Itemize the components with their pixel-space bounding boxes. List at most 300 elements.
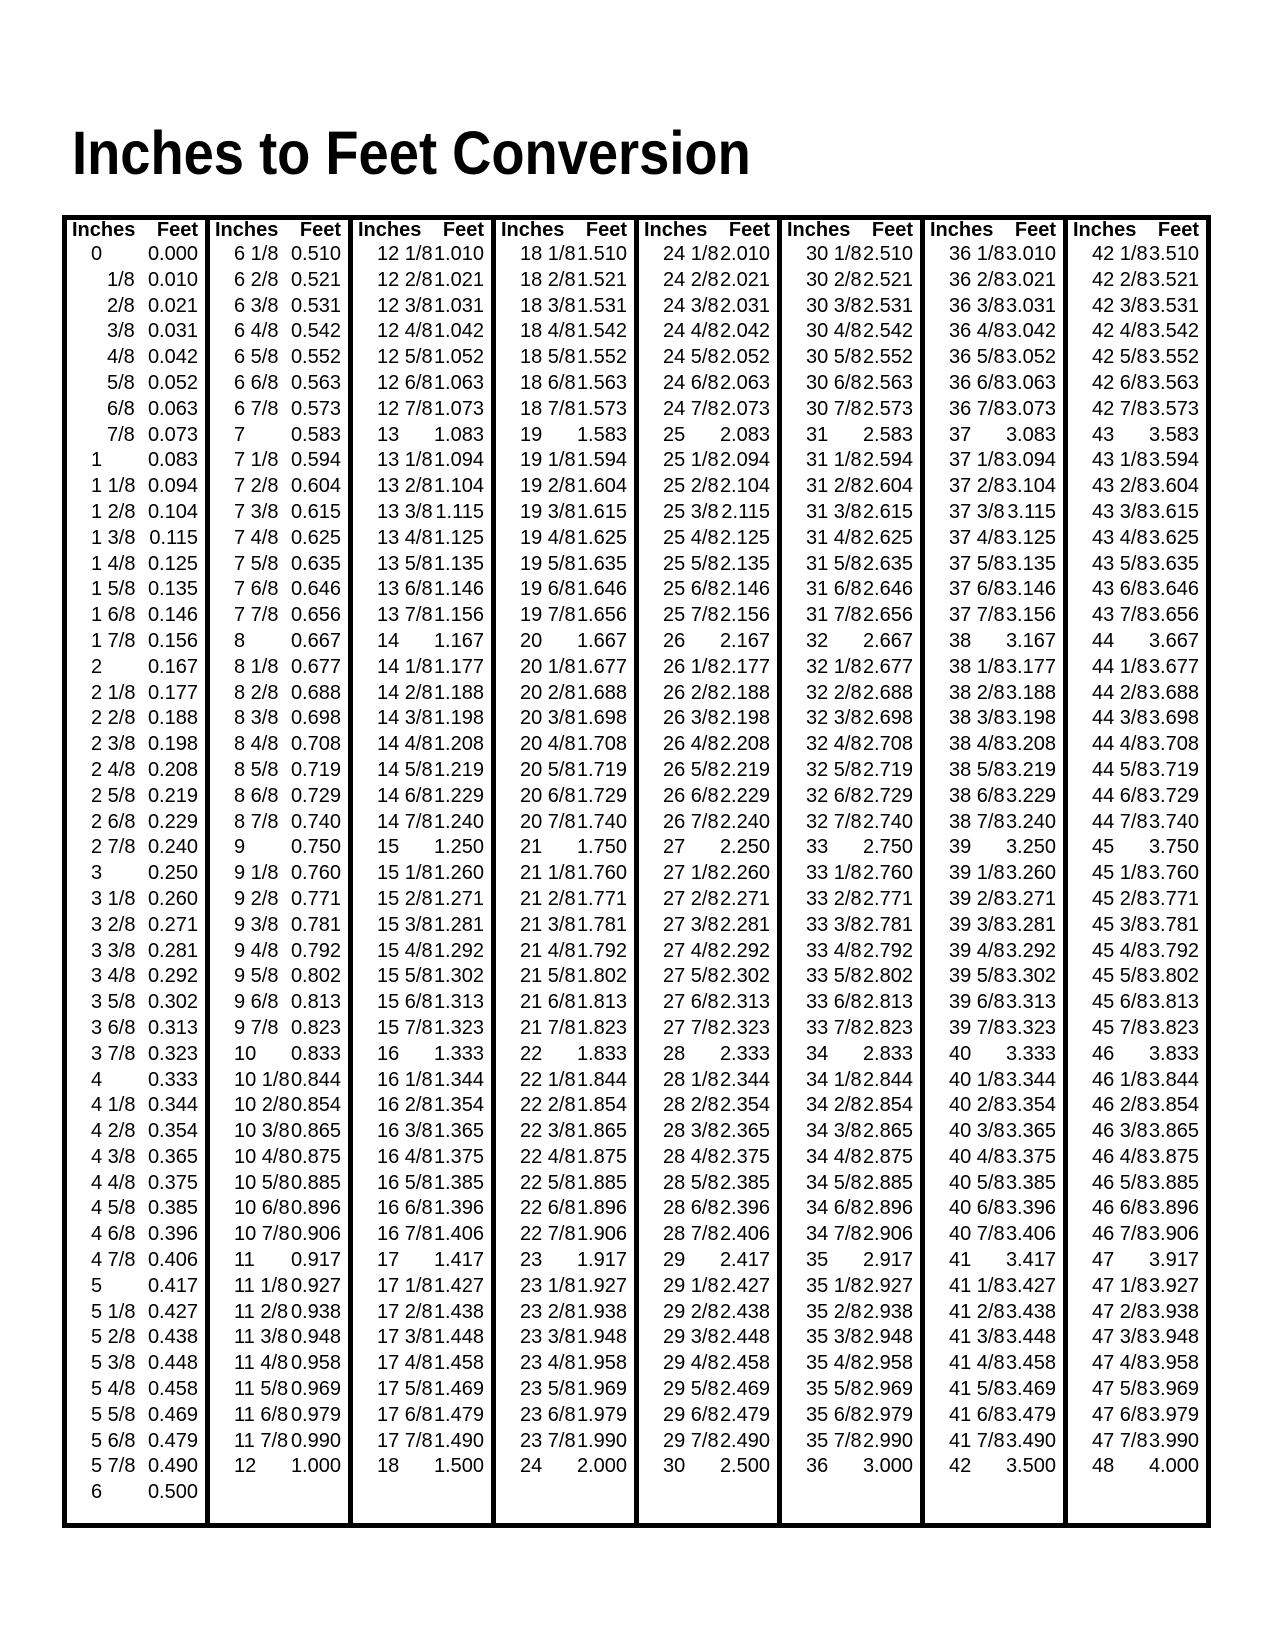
- inches-cell: 24: [520, 1455, 543, 1478]
- table-row: [1068, 474, 1206, 500]
- inches-cell: 11 7/8: [234, 1429, 289, 1452]
- inches-cell: 8 5/8: [234, 758, 279, 781]
- feet-cell: 1.208: [433, 733, 484, 756]
- feet-cell: 3.073: [1005, 397, 1056, 420]
- inches-cell: 4/8: [107, 346, 135, 369]
- inches-cell: 5 6/8: [91, 1429, 136, 1452]
- inches-cell: 31 5/8: [806, 552, 862, 575]
- table-row: [67, 887, 205, 913]
- feet-cell: 4.000: [1148, 1455, 1199, 1478]
- inches-cell: 7 7/8: [234, 604, 279, 627]
- table-row: [782, 1222, 920, 1248]
- table-row: [496, 732, 634, 758]
- inches-cell: 27 6/8: [663, 991, 719, 1014]
- column-header: [210, 220, 348, 242]
- inches-cell: 2: [91, 655, 103, 678]
- table-row: [353, 448, 491, 474]
- inches-cell: 42 1/8: [1092, 243, 1148, 265]
- inches-cell: 39 6/8: [949, 991, 1005, 1014]
- table-row: [1068, 1274, 1206, 1300]
- inches-cell: 3 5/8: [91, 991, 136, 1014]
- feet-cell: 3.750: [1148, 836, 1199, 859]
- table-row: [353, 526, 491, 552]
- inches-cell: 7 6/8: [234, 578, 279, 601]
- table-row: [782, 1248, 920, 1274]
- table-row: [925, 810, 1063, 836]
- table-row: [210, 1351, 348, 1377]
- feet-cell: 1.063: [433, 371, 484, 394]
- feet-cell: 3.188: [1005, 681, 1056, 704]
- inches-cell: 22 2/8: [520, 1094, 576, 1117]
- feet-cell: 0.531: [290, 294, 341, 317]
- feet-cell: 0.385: [147, 1197, 198, 1220]
- feet-header-label: Feet: [871, 219, 913, 241]
- table-row: [1068, 423, 1206, 449]
- inches-cell: 5 2/8: [91, 1326, 136, 1349]
- inches-cell: 13 6/8: [377, 578, 433, 601]
- feet-cell: 2.948: [862, 1326, 913, 1349]
- feet-cell: 0.573: [290, 397, 341, 420]
- table-row: [639, 629, 777, 655]
- table-row: [925, 423, 1063, 449]
- inches-cell: 21: [520, 836, 543, 859]
- inches-cell: 17 2/8: [377, 1300, 433, 1323]
- feet-cell: 0.292: [147, 965, 198, 988]
- inches-cell: 16 5/8: [377, 1171, 433, 1194]
- inches-cell: 39 3/8: [949, 913, 1005, 936]
- table-row: [496, 964, 634, 990]
- table-row: [210, 474, 348, 500]
- table-row: [210, 655, 348, 681]
- table-row: [496, 500, 634, 526]
- inches-cell: 27 2/8: [663, 887, 719, 910]
- table-row: [925, 552, 1063, 578]
- inches-cell: 23 4/8: [520, 1352, 576, 1375]
- feet-cell: 1.656: [576, 604, 627, 627]
- table-row: [782, 319, 920, 345]
- table-row: [67, 861, 205, 887]
- table-row: [353, 706, 491, 732]
- inches-cell: 22 6/8: [520, 1197, 576, 1220]
- table-row: [353, 474, 491, 500]
- inches-cell: 2 7/8: [91, 836, 136, 859]
- inches-cell: 36 3/8: [949, 294, 1005, 317]
- inches-cell: 41 3/8: [949, 1326, 1005, 1349]
- feet-cell: 1.094: [433, 449, 484, 472]
- inches-cell: 32 6/8: [806, 784, 862, 807]
- feet-cell: 2.438: [719, 1300, 770, 1323]
- feet-cell: 3.510: [1148, 243, 1199, 265]
- table-row: [353, 964, 491, 990]
- inches-cell: 16 2/8: [377, 1094, 433, 1117]
- feet-cell: 0.146: [147, 604, 198, 627]
- table-row: [782, 371, 920, 397]
- table-row: [496, 1403, 634, 1429]
- feet-cell: 0.708: [290, 733, 341, 756]
- table-row: [210, 242, 348, 268]
- inches-cell: 13 7/8: [377, 604, 433, 627]
- table-row: [496, 1145, 634, 1171]
- table-row: [782, 268, 920, 294]
- inches-cell: 31 2/8: [806, 475, 862, 498]
- inches-cell: 23 7/8: [520, 1429, 576, 1452]
- table-row: [782, 1016, 920, 1042]
- table-row: [639, 1171, 777, 1197]
- inches-cell: 37 3/8: [949, 500, 1005, 523]
- table-row: [353, 1300, 491, 1326]
- feet-cell: 1.833: [576, 1042, 627, 1065]
- inches-cell: 6 6/8: [234, 371, 279, 394]
- table-row: [925, 835, 1063, 861]
- inches-cell: 23: [520, 1249, 543, 1272]
- feet-cell: 3.010: [1005, 243, 1056, 265]
- table-row: [639, 577, 777, 603]
- feet-cell: 0.552: [290, 346, 341, 369]
- table-row: [496, 423, 634, 449]
- feet-cell: 1.573: [576, 397, 627, 420]
- feet-cell: 2.448: [719, 1326, 770, 1349]
- feet-cell: 1.010: [433, 243, 484, 265]
- table-row: [925, 448, 1063, 474]
- feet-cell: 0.979: [290, 1403, 341, 1426]
- inches-cell: 26: [663, 629, 686, 652]
- inches-cell: 6 7/8: [234, 397, 279, 420]
- inches-cell: 1 5/8: [91, 578, 136, 601]
- table-row: [1068, 500, 1206, 526]
- feet-cell: 0.365: [147, 1145, 198, 1168]
- table-row: [496, 1248, 634, 1274]
- inches-cell: 45 4/8: [1092, 939, 1148, 962]
- feet-cell: 3.469: [1005, 1378, 1056, 1401]
- table-column: [639, 220, 782, 1523]
- feet-cell: 0.510: [290, 243, 341, 265]
- feet-cell: 0.208: [147, 758, 198, 781]
- feet-cell: 1.417: [433, 1249, 484, 1272]
- table-row: [639, 603, 777, 629]
- feet-cell: 3.458: [1005, 1352, 1056, 1375]
- feet-cell: 2.375: [719, 1145, 770, 1168]
- inches-cell: 11 4/8: [234, 1352, 289, 1375]
- feet-cell: 0.906: [290, 1223, 341, 1246]
- feet-cell: 3.052: [1005, 346, 1056, 369]
- inches-cell: 34 6/8: [806, 1197, 862, 1220]
- table-row: [353, 1429, 491, 1455]
- inches-cell: 37 1/8: [949, 449, 1005, 472]
- table-row: [925, 887, 1063, 913]
- feet-cell: 0.875: [290, 1145, 341, 1168]
- inches-cell: 17: [377, 1249, 400, 1272]
- feet-cell: 2.198: [719, 707, 770, 730]
- inches-cell: 5/8: [107, 371, 135, 394]
- inches-cell: 17 5/8: [377, 1378, 433, 1401]
- table-row: [782, 500, 920, 526]
- feet-cell: 3.823: [1148, 1016, 1199, 1039]
- table-row: [353, 268, 491, 294]
- feet-cell: 0.333: [147, 1068, 198, 1091]
- feet-cell: 3.885: [1148, 1171, 1199, 1194]
- feet-cell: 0.344: [147, 1094, 198, 1117]
- inches-cell: 43: [1092, 423, 1115, 446]
- feet-cell: 0.438: [147, 1326, 198, 1349]
- feet-cell: 2.135: [719, 552, 770, 575]
- inches-cell: 28 1/8: [663, 1068, 719, 1091]
- table-row: [1068, 526, 1206, 552]
- feet-cell: 0.813: [290, 991, 341, 1014]
- table-row: [496, 448, 634, 474]
- inches-cell: 21 4/8: [520, 939, 576, 962]
- feet-cell: 0.771: [290, 887, 341, 910]
- inches-cell: 43 6/8: [1092, 578, 1148, 601]
- feet-cell: 0.990: [290, 1429, 341, 1452]
- inches-cell: 17 4/8: [377, 1352, 433, 1375]
- inches-cell: 24 2/8: [663, 268, 719, 291]
- feet-cell: 1.104: [433, 475, 484, 498]
- table-row: [496, 577, 634, 603]
- table-row: [67, 1351, 205, 1377]
- feet-cell: 1.115: [435, 500, 484, 523]
- table-row: [210, 397, 348, 423]
- inches-cell: 23 1/8: [520, 1274, 576, 1297]
- inches-cell: 35 6/8: [806, 1403, 862, 1426]
- feet-cell: 1.260: [433, 862, 484, 885]
- table-row: [353, 552, 491, 578]
- inches-cell: 40 2/8: [949, 1094, 1005, 1117]
- inches-cell: 38 6/8: [949, 784, 1005, 807]
- inches-cell: 37 7/8: [949, 604, 1005, 627]
- inches-cell: 21 1/8: [520, 862, 576, 885]
- inches-cell: 13 1/8: [377, 449, 433, 472]
- feet-cell: 2.813: [862, 991, 913, 1014]
- table-row: [782, 810, 920, 836]
- feet-cell: 3.802: [1148, 965, 1199, 988]
- feet-cell: 2.625: [862, 526, 913, 549]
- feet-cell: 3.448: [1005, 1326, 1056, 1349]
- feet-cell: 2.875: [862, 1145, 913, 1168]
- feet-cell: 1.406: [433, 1223, 484, 1246]
- table-row: [782, 1325, 920, 1351]
- inches-cell: 16: [377, 1042, 400, 1065]
- feet-cell: 1.396: [433, 1197, 484, 1220]
- table-row: [67, 1042, 205, 1068]
- table-row: [210, 1171, 348, 1197]
- feet-cell: 3.906: [1148, 1223, 1199, 1246]
- table-row: [782, 552, 920, 578]
- inches-cell: 4 4/8: [91, 1171, 136, 1194]
- table-column: [925, 220, 1068, 1523]
- inches-cell: 13 5/8: [377, 552, 433, 575]
- table-row: [353, 732, 491, 758]
- inches-cell: 14: [377, 629, 400, 652]
- table-row: [496, 1377, 634, 1403]
- inches-cell: 1 1/8: [91, 475, 136, 498]
- inches-cell: 9 4/8: [234, 939, 279, 962]
- feet-cell: 2.823: [862, 1016, 913, 1039]
- feet-cell: 3.604: [1148, 475, 1199, 498]
- inches-cell: 32 7/8: [806, 810, 862, 833]
- inches-cell: 32 5/8: [806, 758, 862, 781]
- table-row: [353, 655, 491, 681]
- inches-cell: 42 5/8: [1092, 346, 1148, 369]
- inches-cell: 28 2/8: [663, 1094, 719, 1117]
- table-row: [67, 242, 205, 268]
- feet-cell: 1.073: [433, 397, 484, 420]
- feet-cell: 0.125: [147, 552, 198, 575]
- feet-cell: 3.542: [1148, 320, 1199, 343]
- feet-cell: 0.167: [147, 655, 198, 678]
- feet-cell: 3.135: [1005, 552, 1056, 575]
- inches-cell: 34: [806, 1042, 829, 1065]
- inches-cell: 43 1/8: [1092, 449, 1148, 472]
- inches-cell: 24 7/8: [663, 397, 719, 420]
- inches-cell: 28: [663, 1042, 686, 1065]
- table-row: [67, 1377, 205, 1403]
- column-header: [496, 220, 634, 242]
- feet-cell: 3.656: [1148, 604, 1199, 627]
- inches-cell: 15 6/8: [377, 991, 433, 1014]
- table-row: [782, 1403, 920, 1429]
- table-row: [210, 1145, 348, 1171]
- inches-cell: 15 2/8: [377, 887, 433, 910]
- inches-cell: 1 3/8: [91, 526, 136, 549]
- inches-cell: 21 7/8: [520, 1016, 576, 1039]
- table-row: [67, 784, 205, 810]
- table-row: [1068, 629, 1206, 655]
- table-row: [67, 629, 205, 655]
- table-row: [1068, 268, 1206, 294]
- feet-cell: 0.313: [147, 1016, 198, 1039]
- table-row: [639, 1274, 777, 1300]
- feet-cell: 2.594: [862, 449, 913, 472]
- table-row: [496, 371, 634, 397]
- table-row: [1068, 1171, 1206, 1197]
- inches-cell: 22 5/8: [520, 1171, 576, 1194]
- table-row: [1068, 1454, 1206, 1480]
- feet-cell: 2.708: [862, 733, 913, 756]
- table-row: [782, 242, 920, 268]
- feet-cell: 2.313: [719, 991, 770, 1014]
- feet-cell: 3.000: [862, 1455, 913, 1478]
- inches-cell: 27 5/8: [663, 965, 719, 988]
- table-row: [1068, 371, 1206, 397]
- table-row: [1068, 1068, 1206, 1094]
- feet-cell: 0.521: [290, 268, 341, 291]
- feet-cell: 3.333: [1005, 1042, 1056, 1065]
- inches-cell: 9 1/8: [234, 862, 279, 885]
- feet-cell: 0.354: [147, 1120, 198, 1143]
- table-row: [925, 1429, 1063, 1455]
- inches-cell: 6 2/8: [234, 268, 279, 291]
- feet-cell: 3.021: [1005, 268, 1056, 291]
- table-row: [67, 1480, 205, 1506]
- feet-cell: 3.792: [1148, 939, 1199, 962]
- inches-cell: 41 2/8: [949, 1300, 1005, 1323]
- feet-cell: 2.427: [719, 1274, 770, 1297]
- feet-cell: 2.156: [719, 604, 770, 627]
- inches-cell: 33 3/8: [806, 913, 862, 936]
- table-row: [639, 706, 777, 732]
- table-row: [67, 964, 205, 990]
- table-row: [210, 319, 348, 345]
- table-row: [496, 706, 634, 732]
- feet-cell: 0.635: [290, 552, 341, 575]
- table-row: [1068, 603, 1206, 629]
- feet-cell: 2.000: [576, 1455, 627, 1478]
- feet-cell: 0.604: [290, 475, 341, 498]
- feet-cell: 0.302: [147, 991, 198, 1014]
- table-row: [353, 1325, 491, 1351]
- inches-cell: 42: [949, 1455, 972, 1478]
- table-row: [782, 603, 920, 629]
- feet-cell: 2.208: [719, 733, 770, 756]
- feet-cell: 2.927: [862, 1274, 913, 1297]
- feet-cell: 0.427: [147, 1300, 198, 1323]
- feet-cell: 3.417: [1005, 1249, 1056, 1272]
- feet-cell: 1.583: [576, 423, 627, 446]
- table-row: [496, 294, 634, 320]
- table-row: [1068, 758, 1206, 784]
- inches-cell: 22: [520, 1042, 543, 1065]
- table-row: [782, 964, 920, 990]
- inches-cell: 46 5/8: [1092, 1171, 1148, 1194]
- table-row: [925, 1042, 1063, 1068]
- feet-cell: 0.083: [147, 449, 198, 472]
- feet-cell: 3.583: [1148, 423, 1199, 446]
- table-row: [67, 1248, 205, 1274]
- table-row: [210, 1248, 348, 1274]
- table-column: [496, 220, 639, 1523]
- table-row: [639, 939, 777, 965]
- table-row: [925, 990, 1063, 1016]
- table-row: [210, 1274, 348, 1300]
- feet-cell: 0.490: [147, 1455, 198, 1478]
- inches-cell: 9 7/8: [234, 1016, 279, 1039]
- table-row: [67, 526, 205, 552]
- table-row: [210, 784, 348, 810]
- feet-cell: 0.865: [290, 1120, 341, 1143]
- feet-cell: 1.677: [576, 655, 627, 678]
- table-row: [1068, 913, 1206, 939]
- feet-cell: 1.719: [576, 758, 627, 781]
- inches-cell: 10 2/8: [234, 1094, 290, 1117]
- feet-cell: 0.802: [290, 965, 341, 988]
- inches-cell: 12 6/8: [377, 371, 433, 394]
- inches-cell: 41: [949, 1249, 972, 1272]
- inches-cell: 25 7/8: [663, 604, 719, 627]
- inches-cell: 6 1/8: [234, 243, 279, 265]
- feet-cell: 3.500: [1005, 1455, 1056, 1478]
- table-row: [639, 1016, 777, 1042]
- inches-cell: 1 4/8: [91, 552, 136, 575]
- table-row: [210, 706, 348, 732]
- table-row: [353, 397, 491, 423]
- inches-cell: 5 4/8: [91, 1378, 136, 1401]
- inches-cell: 7: [234, 423, 246, 446]
- feet-cell: 3.063: [1005, 371, 1056, 394]
- table-row: [210, 1429, 348, 1455]
- inches-cell: 47 6/8: [1092, 1403, 1148, 1426]
- feet-cell: 1.927: [576, 1274, 627, 1297]
- feet-header-label: Feet: [728, 219, 770, 241]
- table-row: [925, 1068, 1063, 1094]
- feet-cell: 0.448: [147, 1352, 198, 1375]
- inches-cell: 34 1/8: [806, 1068, 862, 1091]
- feet-cell: 1.604: [576, 475, 627, 498]
- feet-cell: 1.021: [433, 268, 484, 291]
- inches-cell: 3: [91, 862, 103, 885]
- inches-cell: 19 5/8: [520, 552, 576, 575]
- feet-cell: 2.073: [719, 397, 770, 420]
- feet-cell: 0.938: [290, 1300, 341, 1323]
